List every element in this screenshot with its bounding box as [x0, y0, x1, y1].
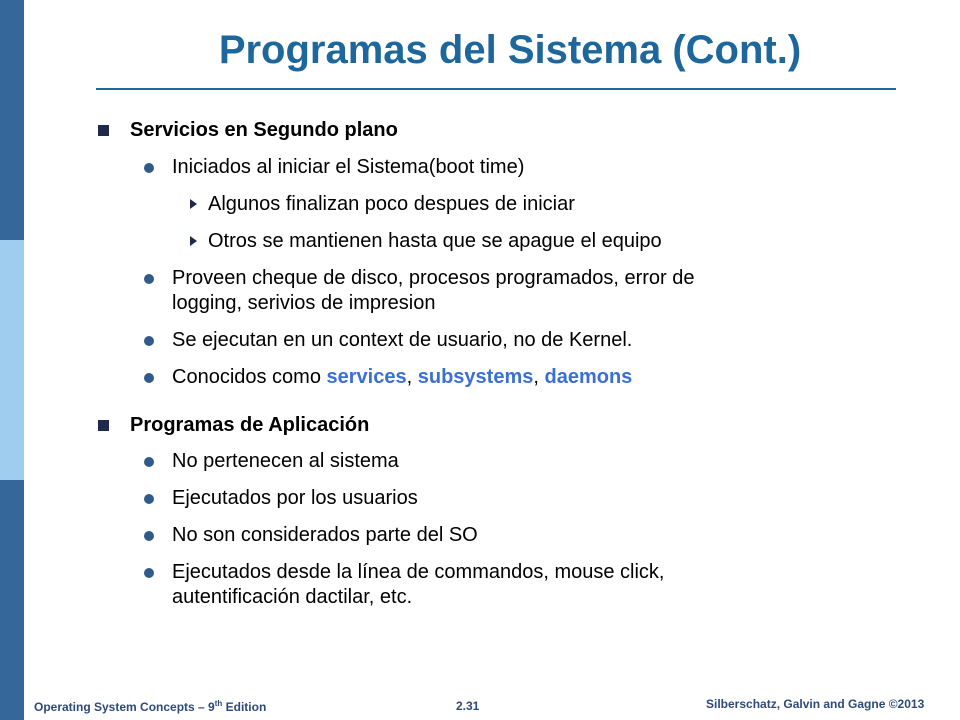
list-item-text: Iniciados al iniciar el Sistema(boot time) [172, 156, 525, 178]
list-item [96, 365, 836, 390]
list-item [96, 523, 836, 548]
sub-list-item [96, 229, 836, 254]
list-item [96, 328, 836, 353]
dot-bullet-icon [144, 336, 154, 346]
slide-body [96, 118, 836, 610]
dot-bullet-icon [144, 531, 154, 541]
dot-bullet-icon [144, 568, 154, 578]
list-item-text: No pertenecen al sistema [172, 450, 399, 472]
sub-list-item [96, 192, 836, 217]
list-item-text-line2: logging, serivios de impresion [172, 292, 436, 314]
list-item [96, 449, 836, 474]
dot-bullet-icon [144, 163, 154, 173]
sub-list-item-text: Otros se mantienen hasta que se apague el equipo [208, 230, 662, 252]
list-item-text: Conocidos como [172, 366, 327, 388]
list-item-text: Ejecutados por los usuarios [172, 487, 418, 509]
square-bullet-icon [98, 420, 109, 431]
list-item-text: No son considerados parte del SO [172, 524, 478, 546]
list-item [96, 486, 836, 511]
triangle-bullet-icon [190, 236, 197, 246]
sub-list-item-text: Algunos finalizan poco despues de iniciar [208, 193, 575, 215]
side-stripe [0, 0, 24, 720]
footer-book-text: Operating System Concepts – 9 [34, 700, 215, 714]
highlight-term-daemons: daemons [544, 366, 633, 388]
list-item-text-line2: autentificación dactilar, etc. [172, 586, 413, 608]
side-stripe-middle [0, 240, 24, 480]
list-item-text-line1: Ejecutados desde la línea de commandos, mouse click, [172, 561, 665, 583]
section-heading-background-services [96, 118, 836, 143]
footer-page-number: 2.31 [456, 699, 480, 713]
separator: , [533, 366, 545, 388]
dot-bullet-icon [144, 274, 154, 284]
triangle-bullet-icon [190, 199, 197, 209]
side-stripe-bottom [0, 480, 24, 720]
footer-edition-text: Edition [222, 700, 267, 714]
list-item [96, 155, 836, 180]
side-stripe-top [0, 0, 24, 240]
list-item-text-line1: Proveen cheque de disco, procesos programados, error de [172, 267, 695, 289]
dot-bullet-icon [144, 457, 154, 467]
footer-authors: Silberschatz, Galvin and Gagne ©2013 [706, 697, 925, 711]
section-heading-text: Servicios en Segundo plano [130, 119, 398, 141]
square-bullet-icon [98, 125, 109, 136]
list-item-text: Se ejecutan en un context de usuario, no de Kernel. [172, 329, 633, 351]
highlight-term-subsystems: subsystems [417, 366, 534, 388]
footer-edition-superscript: th [214, 699, 223, 708]
list-item [96, 560, 836, 610]
section-heading-application-programs [96, 413, 836, 438]
list-item [96, 266, 836, 316]
section-heading-text: Programas de Aplicación [130, 414, 370, 436]
dot-bullet-icon [144, 373, 154, 383]
dot-bullet-icon [144, 494, 154, 504]
title-underline [96, 88, 896, 90]
slide-title: Programas del Sistema (Cont.) [218, 28, 802, 72]
separator: , [406, 366, 418, 388]
highlight-term-services: services [326, 366, 407, 388]
footer-book-title [34, 699, 266, 714]
